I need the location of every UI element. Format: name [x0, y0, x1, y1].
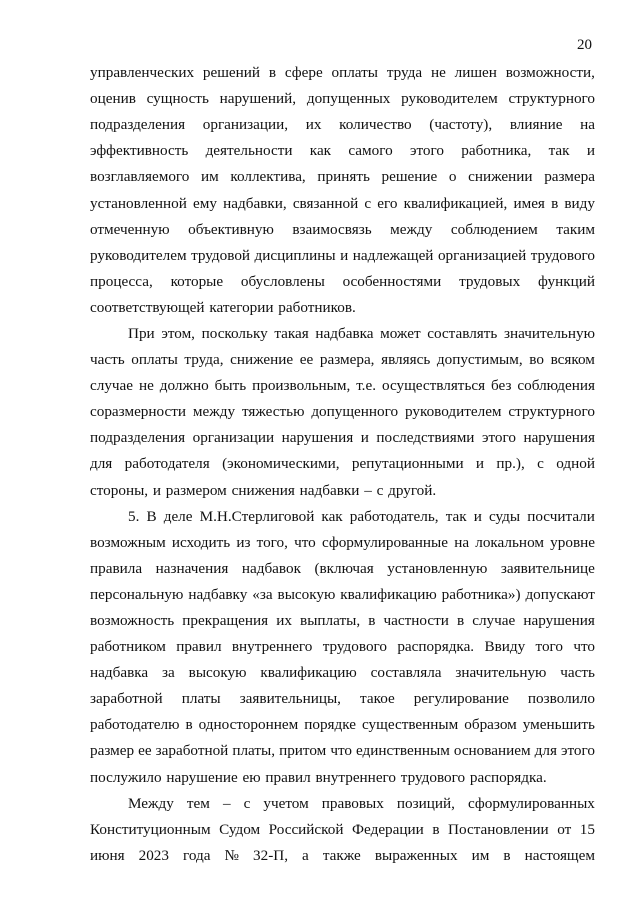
- text-line: оценив сущность нарушений, допущенных руководителем структурного: [90, 90, 595, 108]
- text-line: возможность прекращения их выплаты, в частности в случае нарушения: [90, 612, 595, 630]
- text-line: правила назначения надбавок (включая установленную заявительнице: [90, 559, 595, 577]
- text-line: подразделения организации нарушения и последствиями этого нарушения: [90, 429, 595, 447]
- text-line: 5. В деле М.Н.Стерлиговой как работодатель, так и суды посчитали: [128, 507, 595, 525]
- text-line: июня 2023 года № 32-П, а также выраженных им в настоящем: [90, 846, 595, 864]
- text-line: Между тем – с учетом правовых позиций, сформулированных: [128, 794, 595, 812]
- text-line: персональную надбавку «за высокую квалификацию работника») допускают: [90, 585, 595, 603]
- text-line: Конституционным Судом Российской Федерации в Постановлении от 15: [90, 820, 595, 838]
- paragraph: [90, 321, 595, 504]
- text-line: послужило нарушение ею правил внутреннего трудового распорядка.: [90, 768, 547, 786]
- text-line: работником правил внутреннего трудового распорядка. Ввиду того что: [90, 638, 595, 656]
- document-body: [90, 60, 595, 869]
- paragraph: [90, 60, 595, 321]
- text-line: управленческих решений в сфере оплаты труда не лишен возможности,: [90, 64, 595, 82]
- text-line: возможным исходить из того, что сформулированные на локальном уровне: [90, 533, 595, 551]
- text-line: отмеченную объективную взаимосвязь между соблюдением таким: [90, 220, 595, 238]
- text-line: соразмерности между тяжестью допущенного руководителем структурного: [90, 403, 595, 421]
- text-line: часть оплаты труда, снижение ее размера, являясь допустимым, во всяком: [90, 351, 595, 369]
- page-number: 20: [577, 37, 592, 53]
- text-line: размер ее заработной платы, притом что единственным основанием для этого: [90, 742, 595, 760]
- text-line: стороны, и размером снижения надбавки – с другой.: [90, 481, 437, 499]
- text-line: случае не должно быть произвольным, т.е. осуществляться без соблюдения: [90, 377, 595, 395]
- text-line: эффективность деятельности как самого этого работника, так и: [90, 142, 595, 160]
- text-line: При этом, поскольку такая надбавка может составлять значительную: [128, 324, 595, 342]
- paragraph: [90, 504, 595, 791]
- text-line: надбавка за высокую квалификацию составляла значительную часть: [90, 664, 595, 682]
- text-line: для работодателя (экономическими, репутационными и пр.), с одной: [90, 455, 595, 473]
- text-line: заработной платы заявительницы, такое регулирование позволило: [90, 690, 595, 708]
- text-line: процесса, которые обусловлены особенностями трудовых функций: [90, 272, 595, 290]
- text-line: работодателю в одностороннем порядке существенным образом уменьшить: [90, 716, 595, 734]
- paragraph: [90, 791, 595, 869]
- text-line: возглавляемого им коллектива, принять решение о снижении размера: [90, 168, 595, 186]
- text-line: подразделения организации, их количество (частоту), влияние на: [90, 116, 595, 134]
- text-line: установленной ему надбавки, связанной с его квалификацией, имея в виду: [90, 194, 595, 212]
- text-line: руководителем трудовой дисциплины и надлежащей организацией трудового: [90, 246, 595, 264]
- text-line: соответствующей категории работников.: [90, 298, 356, 316]
